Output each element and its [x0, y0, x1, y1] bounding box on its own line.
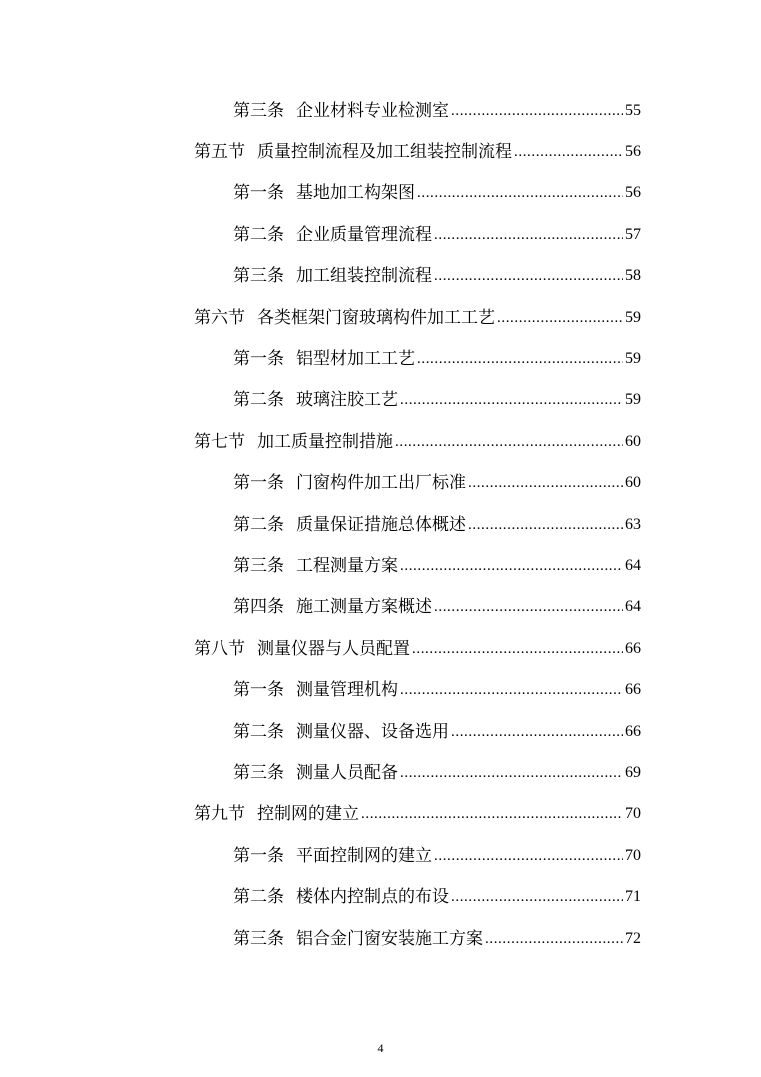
toc-leader-dots	[451, 887, 623, 907]
toc-entry-title: 铝合金门窗安装施工方案	[296, 928, 483, 949]
toc-entry-title: 门窗构件加工出厂标准	[296, 473, 466, 494]
toc-leader-dots	[514, 142, 623, 162]
toc-entry[interactable]	[0, 256, 641, 297]
toc-entry[interactable]	[0, 338, 641, 379]
toc-leader-dots	[468, 515, 623, 535]
toc-entry-title: 施工测量方案概述	[296, 597, 432, 618]
toc-entry[interactable]	[0, 380, 641, 421]
page-number: 4	[377, 1041, 384, 1055]
toc-entry[interactable]	[0, 504, 641, 545]
toc-entry-number: 第八节	[194, 638, 245, 659]
toc-entry-number: 第一条	[233, 349, 284, 370]
toc-entry-number: 第三条	[233, 555, 284, 576]
toc-entry-number: 第五节	[194, 142, 245, 163]
toc-entry-title: 铝型材加工工艺	[296, 349, 415, 370]
toc-entry-title: 企业材料专业检测室	[296, 100, 449, 121]
toc-entry-number: 第三条	[233, 266, 284, 287]
toc-leader-dots	[400, 556, 623, 576]
toc-entry-number: 第一条	[233, 473, 284, 494]
toc-entry-number: 第二条	[233, 721, 284, 742]
toc-leader-dots	[412, 639, 623, 659]
toc-leader-dots	[400, 680, 623, 700]
toc-entry-title: 测量仪器与人员配置	[257, 638, 410, 659]
toc-entry-number: 第二条	[233, 514, 284, 535]
toc-entry-page: 64	[625, 598, 641, 616]
toc-entry-title: 加工组装控制流程	[296, 266, 432, 287]
toc-leader-dots	[417, 349, 623, 369]
toc-entry-number: 第六节	[194, 307, 245, 328]
toc-entry-page: 59	[625, 391, 641, 409]
toc-entry-title: 各类框架门窗玻璃构件加工工艺	[257, 307, 495, 328]
toc-entry-title: 质量保证措施总体概述	[296, 514, 466, 535]
toc-leader-dots	[451, 101, 623, 121]
toc-entry-number: 第三条	[233, 928, 284, 949]
toc-entry-page: 66	[625, 639, 641, 657]
toc-entry-page: 58	[625, 267, 641, 285]
toc-leader-dots	[451, 722, 623, 742]
toc-entry-number: 第七节	[194, 431, 245, 452]
toc-entry[interactable]	[0, 297, 641, 338]
toc-leader-dots	[497, 308, 623, 328]
table-of-contents	[0, 90, 761, 959]
toc-leader-dots	[361, 804, 623, 824]
toc-leader-dots	[468, 473, 623, 493]
toc-entry-number: 第三条	[233, 762, 284, 783]
toc-entry-page: 64	[625, 556, 641, 574]
toc-entry-title: 加工质量控制措施	[257, 431, 393, 452]
toc-entry[interactable]	[0, 876, 641, 917]
toc-entry[interactable]	[0, 214, 641, 255]
toc-entry-page: 60	[625, 474, 641, 492]
toc-entry-number: 第四条	[233, 597, 284, 618]
toc-entry-title: 测量管理机构	[296, 680, 398, 701]
toc-entry-page: 71	[625, 888, 641, 906]
toc-entry[interactable]	[0, 587, 641, 628]
toc-entry-number: 第一条	[233, 680, 284, 701]
toc-entry-title: 测量人员配备	[296, 762, 398, 783]
toc-entry-number: 第一条	[233, 183, 284, 204]
toc-entry-number: 第二条	[233, 887, 284, 908]
toc-entry[interactable]	[0, 628, 641, 669]
toc-entry-number: 第二条	[233, 224, 284, 245]
toc-entry-page: 56	[625, 184, 641, 202]
toc-entry-number: 第一条	[233, 845, 284, 866]
toc-entry-page: 66	[625, 722, 641, 740]
toc-entry[interactable]	[0, 463, 641, 504]
toc-entry-page: 66	[625, 681, 641, 699]
toc-entry-title: 玻璃注胶工艺	[296, 390, 398, 411]
toc-entry[interactable]	[0, 835, 641, 876]
toc-leader-dots	[400, 763, 623, 783]
toc-entry-page: 57	[625, 225, 641, 243]
toc-entry-page: 55	[625, 101, 641, 119]
toc-entry[interactable]	[0, 918, 641, 959]
toc-leader-dots	[434, 597, 623, 617]
toc-leader-dots	[434, 225, 623, 245]
toc-entry-title: 质量控制流程及加工组装控制流程	[257, 142, 512, 163]
toc-entry[interactable]	[0, 794, 641, 835]
toc-entry-title: 工程测量方案	[296, 555, 398, 576]
toc-entry-title: 测量仪器、设备选用	[296, 721, 449, 742]
toc-leader-dots	[485, 929, 623, 949]
toc-entry-number: 第九节	[194, 804, 245, 825]
toc-leader-dots	[434, 846, 623, 866]
toc-entry-title: 企业质量管理流程	[296, 224, 432, 245]
toc-entry[interactable]	[0, 752, 641, 793]
toc-entry-title: 平面控制网的建立	[296, 845, 432, 866]
toc-entry-page: 70	[625, 846, 641, 864]
toc-leader-dots	[395, 432, 623, 452]
toc-entry-title: 楼体内控制点的布设	[296, 887, 449, 908]
toc-entry-page: 63	[625, 515, 641, 533]
toc-entry-number: 第二条	[233, 390, 284, 411]
toc-leader-dots	[417, 183, 623, 203]
toc-entry[interactable]	[0, 421, 641, 462]
toc-entry[interactable]	[0, 173, 641, 214]
toc-entry-page: 60	[625, 432, 641, 450]
toc-leader-dots	[434, 266, 623, 286]
toc-entry-number: 第三条	[233, 100, 284, 121]
toc-entry-title: 控制网的建立	[257, 804, 359, 825]
toc-entry-page: 59	[625, 350, 641, 368]
toc-entry-page: 69	[625, 763, 641, 781]
toc-entry[interactable]	[0, 131, 641, 172]
toc-entry-page: 56	[625, 143, 641, 161]
toc-entry-page: 70	[625, 805, 641, 823]
toc-entry-page: 72	[625, 929, 641, 947]
toc-entry-title: 基地加工构架图	[296, 183, 415, 204]
toc-leader-dots	[400, 390, 623, 410]
toc-entry[interactable]	[0, 90, 641, 131]
toc-entry[interactable]	[0, 545, 641, 586]
toc-entry-page: 59	[625, 308, 641, 326]
toc-entry[interactable]	[0, 669, 641, 710]
toc-entry[interactable]	[0, 711, 641, 752]
